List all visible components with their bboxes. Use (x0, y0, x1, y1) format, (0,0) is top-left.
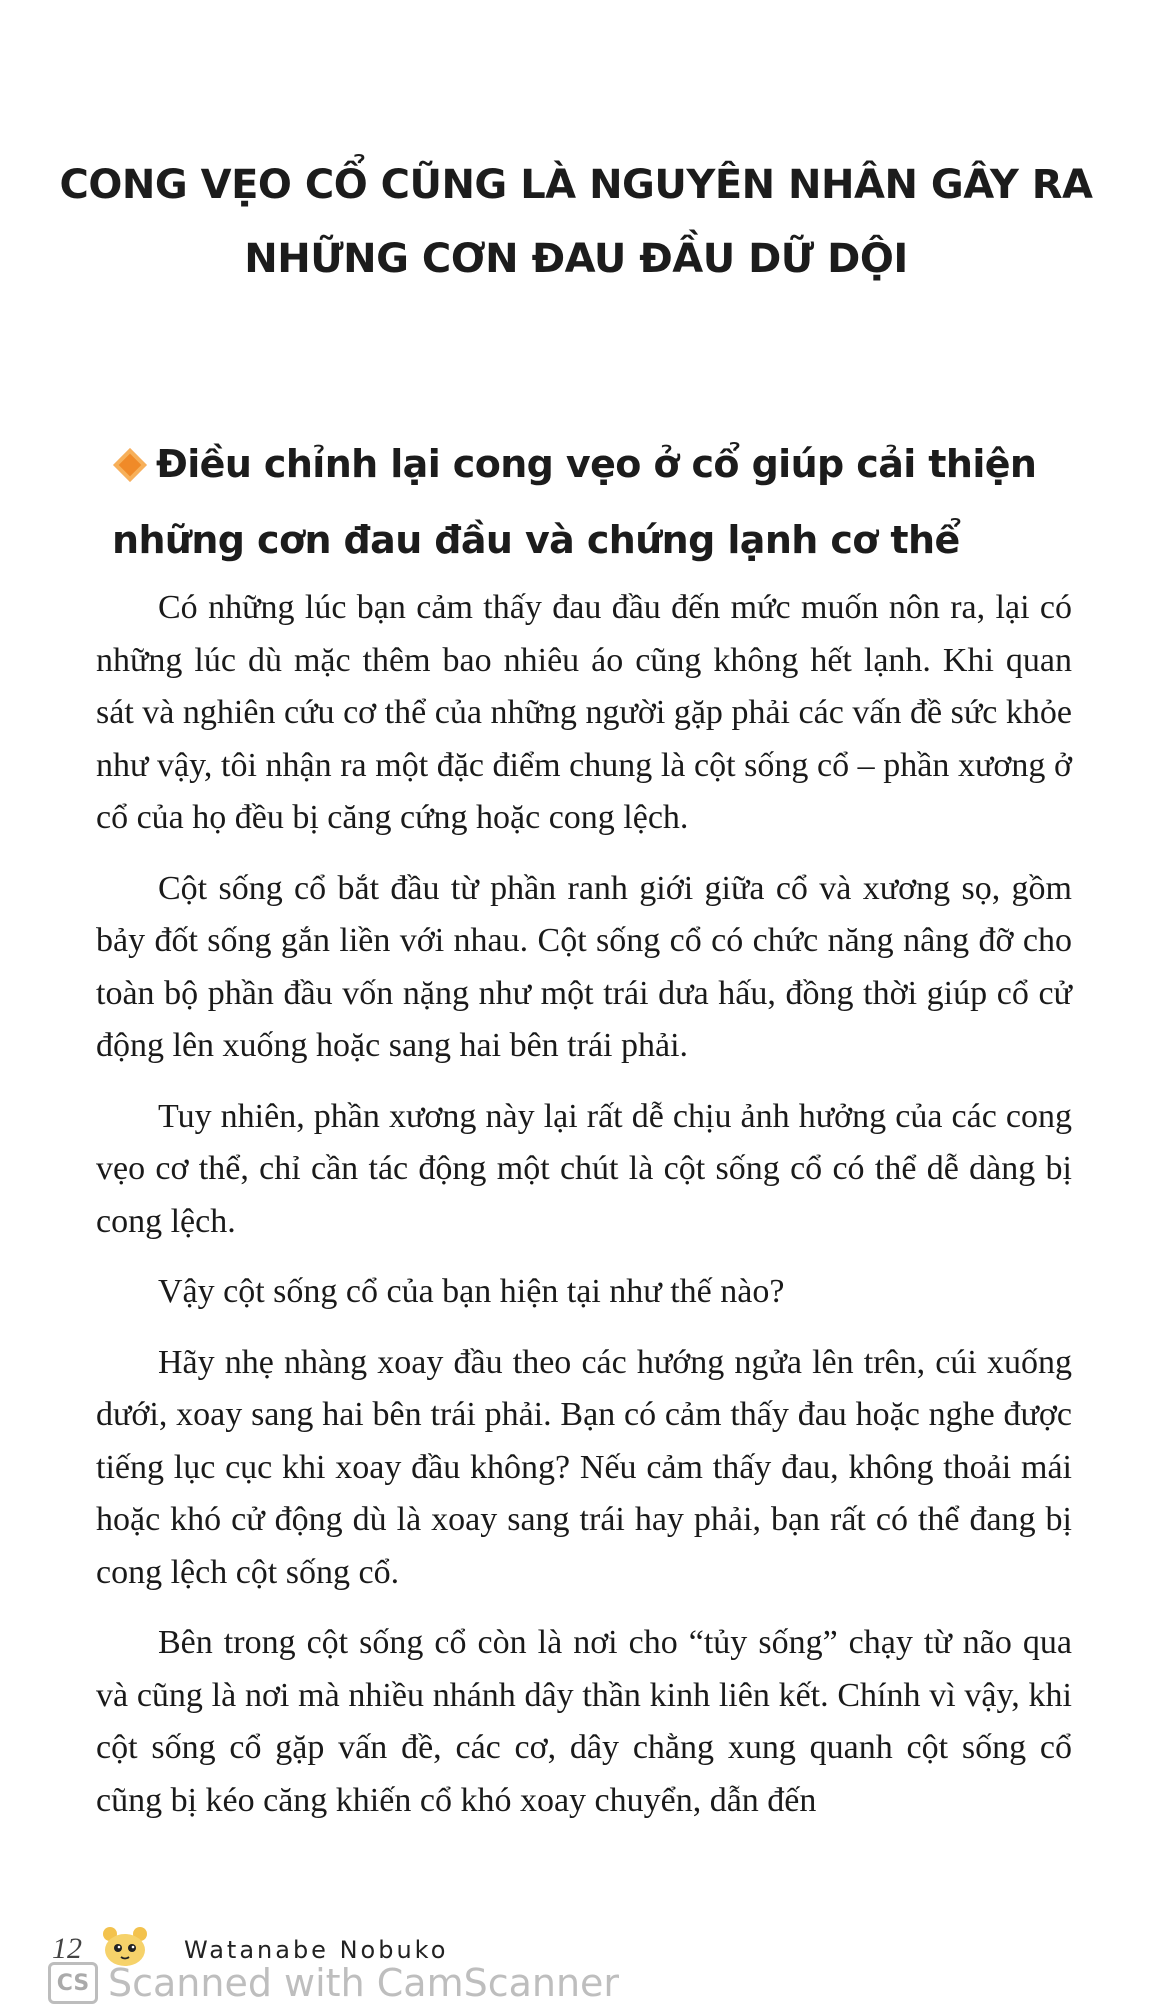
scanner-watermark (48, 1958, 668, 2008)
section-heading (112, 426, 1092, 578)
diamond-bullet-icon (113, 448, 147, 482)
author-name: Watanabe Nobuko (184, 1936, 449, 1964)
paragraph: Cột sống cổ bắt đầu từ phần ranh giới giữa cổ và xương sọ, gồm bảy đốt sống gắn liền với nhau. Cột sống cổ có chức năng nâng đỡ cho toàn bộ phần đầu vốn nặng như một trái dưa hấu, đồng thời giúp cổ cử động lên xuống hoặc sang hai bên trái phải. (96, 869, 1072, 1064)
paragraph: Vậy cột sống cổ của bạn hiện tại như thế nào? (158, 1273, 785, 1310)
chapter-title-line-2: NHỮNG CƠN ĐAU ĐẦU DỮ DỘI (244, 236, 908, 282)
section-heading-text: Điều chỉnh lại cong vẹo ở cổ giúp cải thiện những cơn đau đầu và chứng lạnh cơ thể (112, 442, 1037, 562)
page-number: 12 (52, 1932, 82, 1965)
watermark-text: Scanned with CamScanner (108, 1961, 620, 2005)
chapter-title-line-1: CONG VẸO CỔ CŨNG LÀ NGUYÊN NHÂN GÂY RA (59, 162, 1093, 208)
chapter-title (0, 148, 1152, 296)
paragraph: Bên trong cột sống cổ còn là nơi cho “tủy sống” chạy từ não qua và cũng là nơi mà nhiều nhánh dây thần kinh liên kết. Chính vì vậy, khi cột sống cổ gặp vấn đề, các cơ, dây chằng xung quanh cột sống cổ cũng bị kéo căng khiến cổ khó xoay chuyển, dẫn đến (96, 1624, 1072, 1819)
body-text (96, 582, 1072, 1845)
paragraph: Hãy nhẹ nhàng xoay đầu theo các hướng ngửa lên trên, cúi xuống dưới, xoay sang hai bên trái phải. Bạn có cảm thấy đau hoặc nghe được tiếng lục cục khi xoay đầu không? Nếu cảm thấy đau, không thoải mái hoặc khó cử động dù là xoay sang trái hay phải, bạn rất có thể đang bị cong lệch cột sống cổ. (96, 1343, 1072, 1591)
camscanner-logo-icon: CS (48, 1962, 98, 2004)
paragraph: Tuy nhiên, phần xương này lại rất dễ chịu ảnh hưởng của các cong vẹo cơ thể, chỉ cần tác động một chút là cột sống cổ có thể dễ dàng bị cong lệch. (96, 1097, 1072, 1240)
paragraph: Có những lúc bạn cảm thấy đau đầu đến mức muốn nôn ra, lại có những lúc dù mặc thêm bao nhiêu áo cũng không hết lạnh. Khi quan sát và nghiên cứu cơ thể của những người gặp phải các vấn đề sức khỏe như vậy, tôi nhận ra một đặc điểm chung là cột sống cổ – phần xương ở cổ của họ đều bị căng cứng hoặc cong lệch. (96, 589, 1072, 836)
